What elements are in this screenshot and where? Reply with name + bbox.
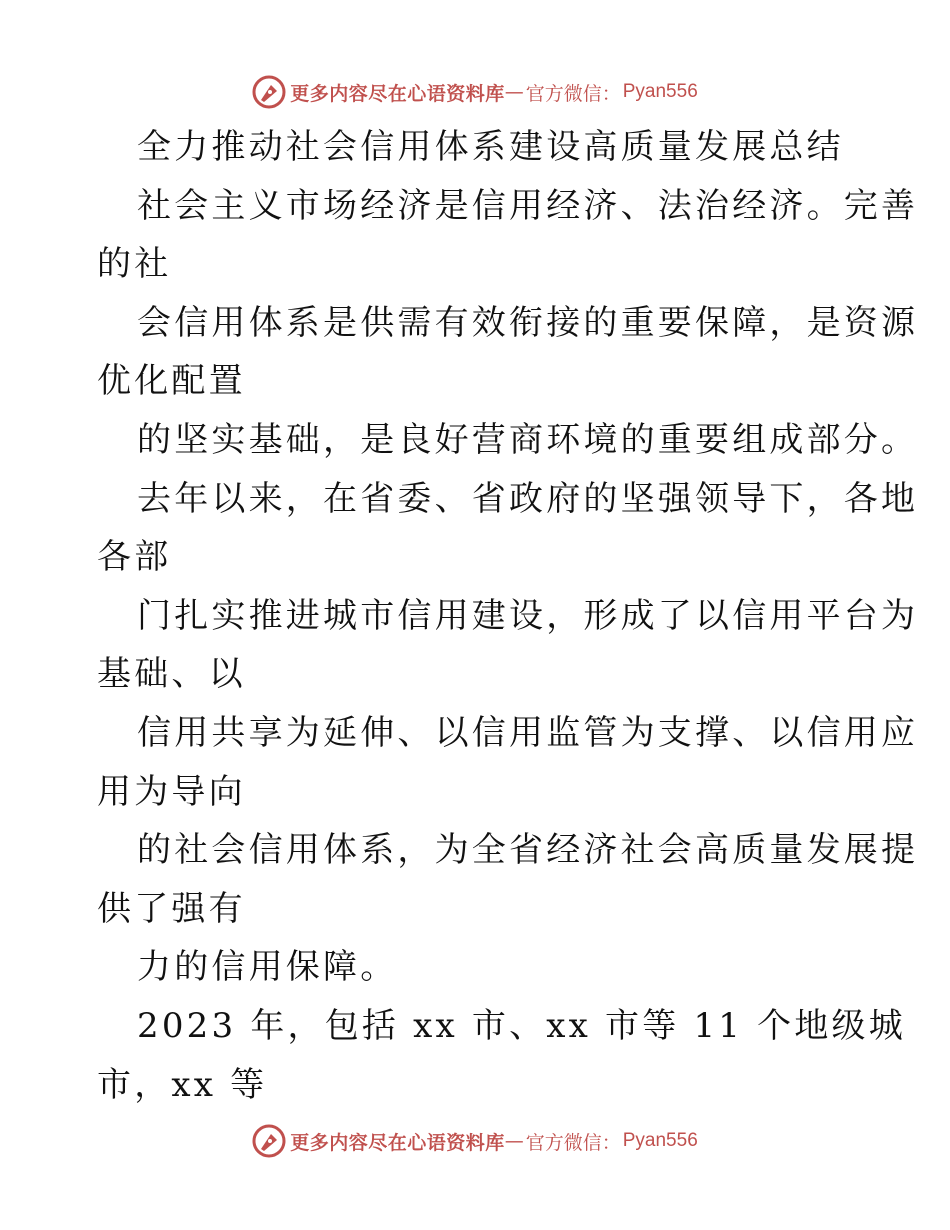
banner-main-text: 更多内容尽在心语资料库	[290, 82, 505, 105]
paragraph-line: 门扎实推进城市信用建设，形成了以信用平台为	[137, 595, 919, 636]
paragraph-line: 力的信用保障。	[137, 947, 398, 988]
paragraph-line: 各部	[97, 537, 172, 578]
paragraph-line: 的坚实基础，是良好营商环境的重要组成部分。	[137, 419, 919, 460]
banner-main-text: 更多内容尽在心语资料库	[290, 1131, 505, 1154]
footer-watermark-banner	[0, 1121, 950, 1161]
banner-dash: —	[504, 1130, 524, 1152]
banner-wechat-id: Pyan556	[622, 1130, 698, 1151]
paragraph-line: 的社会信用体系，为全省经济社会高质量发展提	[137, 830, 919, 871]
pen-nib-logo-icon	[252, 75, 286, 109]
document-body	[97, 118, 919, 1114]
header-watermark-banner	[0, 72, 950, 112]
banner-wechat-label: 官方微信：	[525, 1131, 621, 1154]
paragraph-line: 的社	[97, 244, 172, 285]
paragraph-line: 去年以来，在省委、省政府的坚强领导下，各地	[137, 478, 919, 519]
paragraph-line: 2023 年，包括 xx 市、xx 市等 11 个地级城	[137, 1005, 906, 1046]
document-title: 全力推动社会信用体系建设高质量发展总结	[137, 127, 844, 167]
paragraph-line: 市，xx 等	[97, 1064, 268, 1105]
paragraph-line: 优化配置	[97, 361, 246, 402]
paragraph-line: 供了强有	[97, 888, 246, 929]
banner-dash: —	[504, 81, 524, 103]
paragraph-line: 会信用体系是供需有效衔接的重要保障，是资源	[137, 302, 919, 343]
paragraph-line: 用为导向	[97, 771, 246, 812]
paragraph-line: 社会主义市场经济是信用经济、法治经济。完善	[137, 185, 919, 226]
paragraph-line: 信用共享为延伸、以信用监管为支撑、以信用应	[137, 712, 919, 753]
pen-nib-logo-icon	[252, 1124, 286, 1158]
paragraph-line: 基础、以	[97, 654, 246, 695]
banner-wechat-id: Pyan556	[622, 81, 698, 102]
banner-wechat-label: 官方微信：	[525, 82, 621, 105]
